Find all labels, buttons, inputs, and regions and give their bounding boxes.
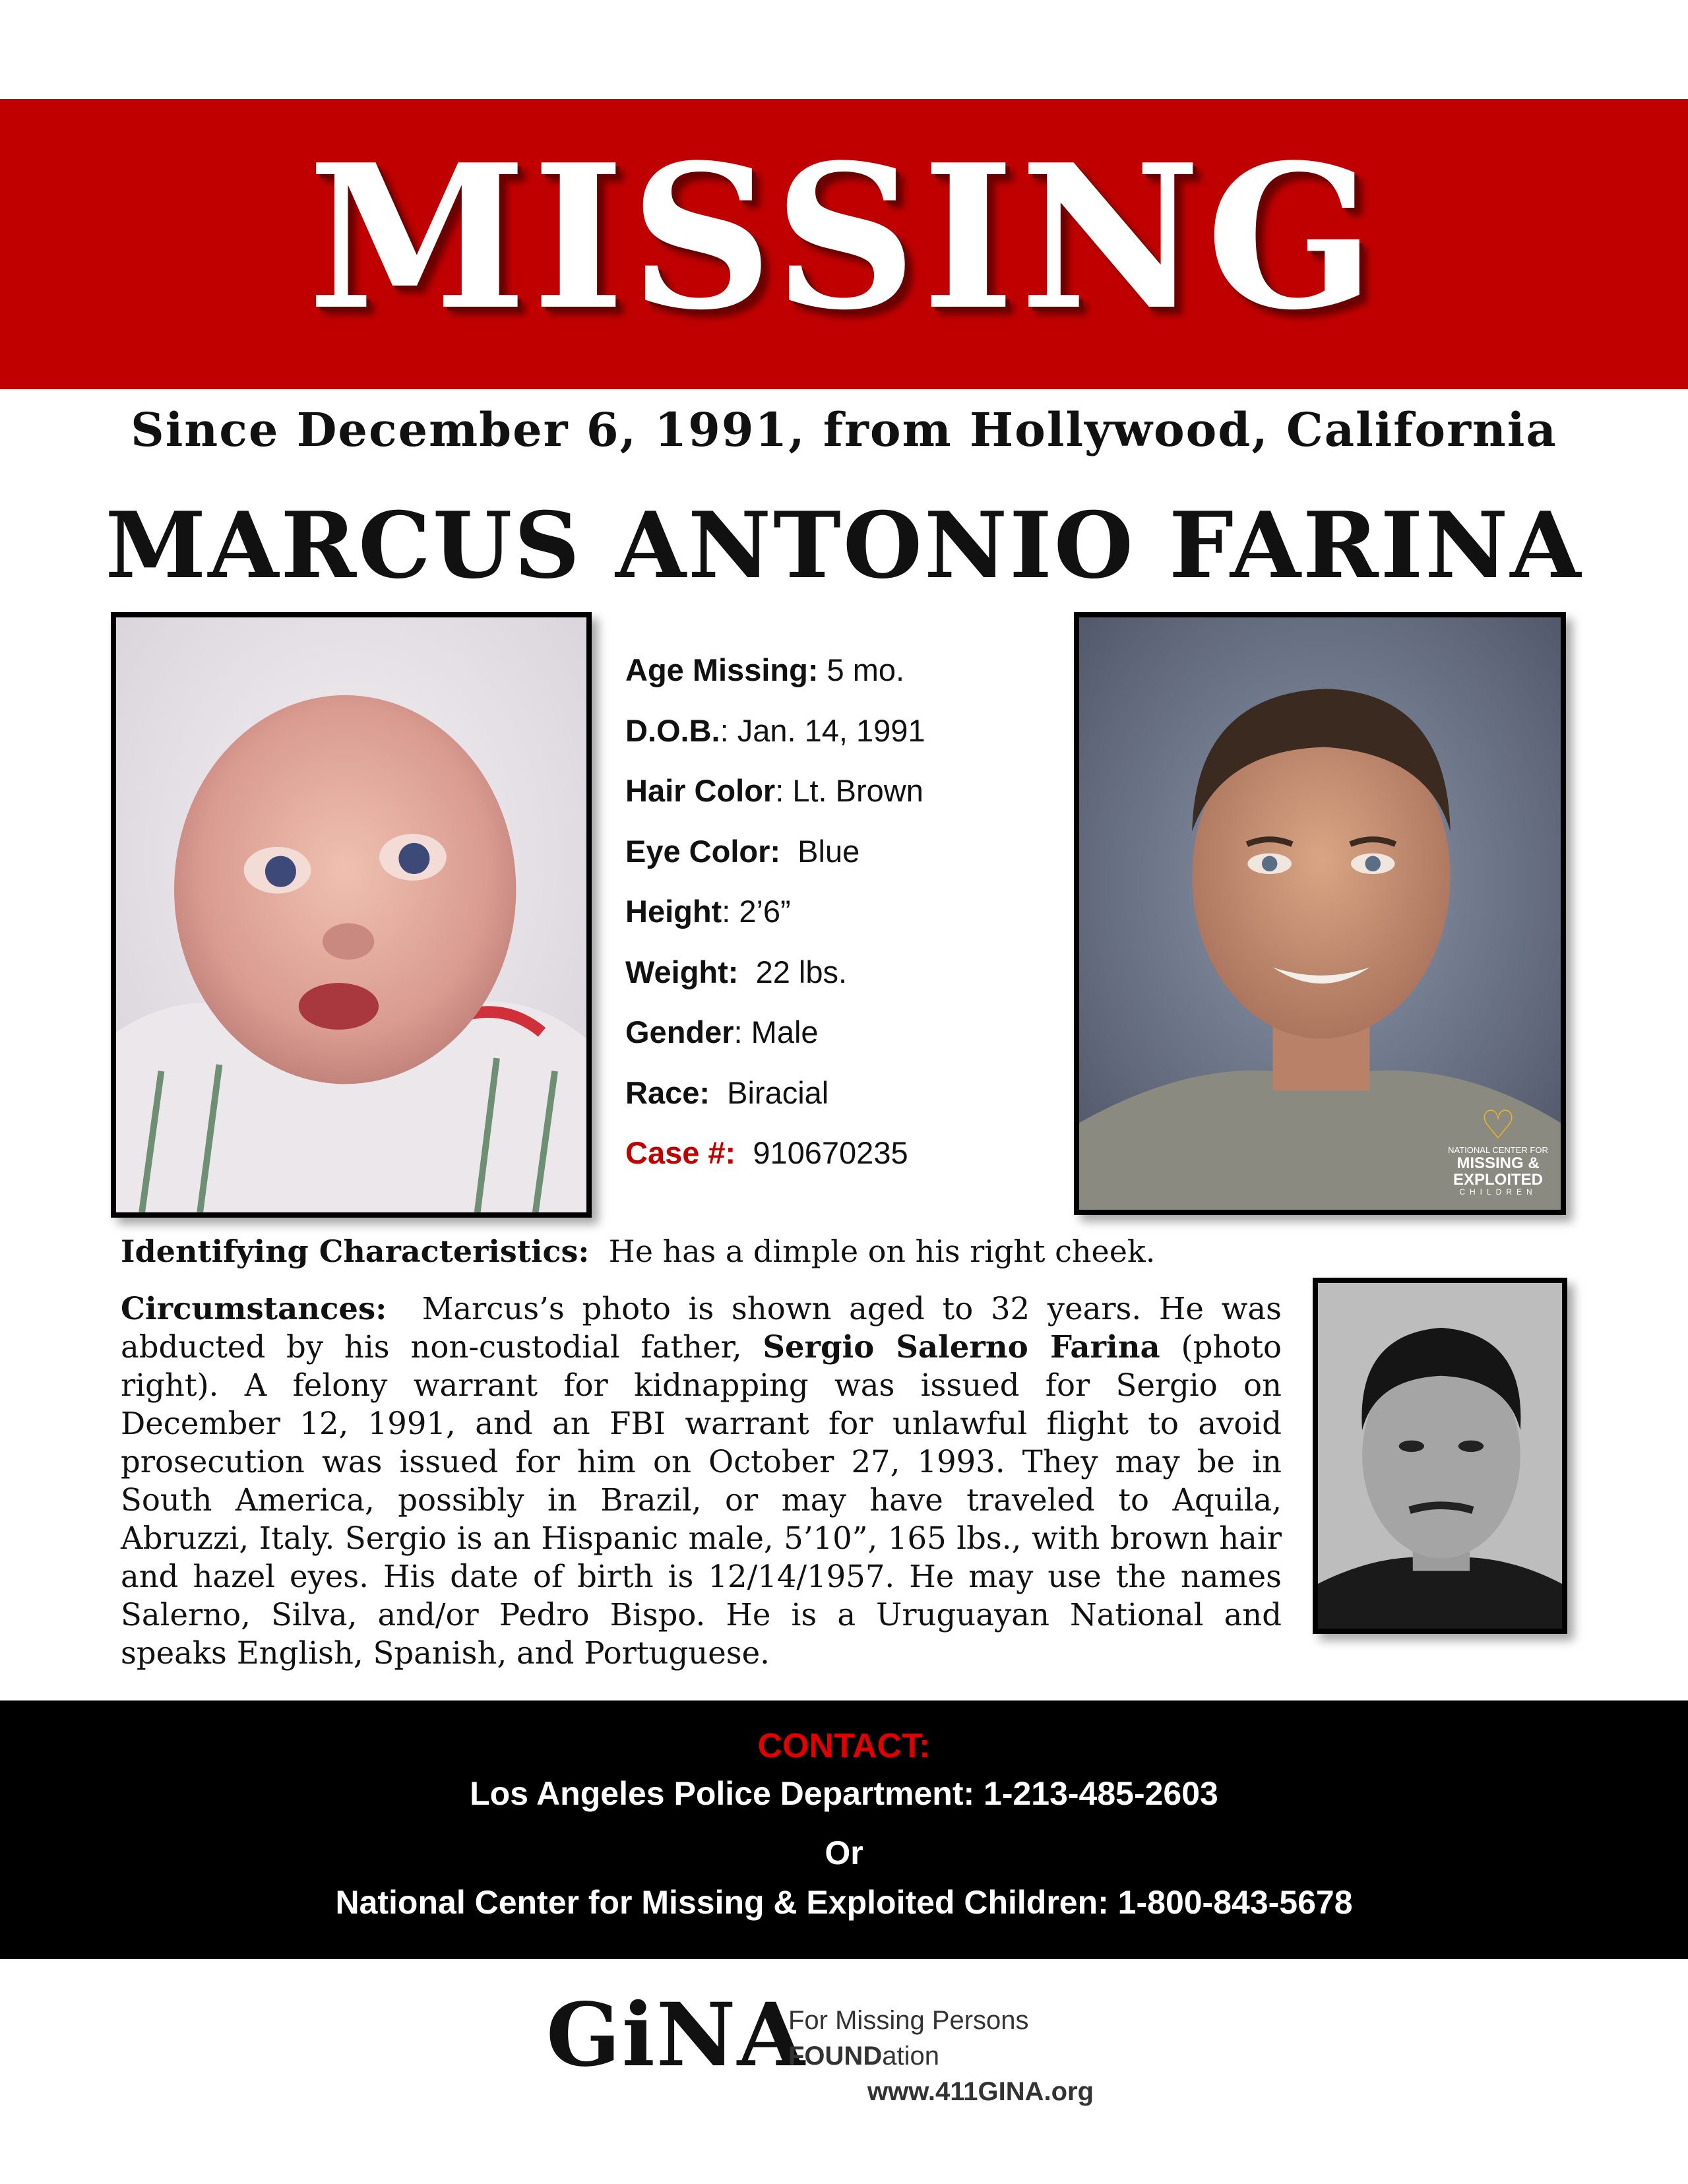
gina-tagline: For Missing Persons FOUNDation www.411GINA.org: [788, 2003, 1179, 2109]
fact-age-missing: Age Missing: 5 mo.: [625, 652, 905, 687]
gina-url: www.411GINA.org: [867, 2077, 1094, 2106]
fact-eye-color: Eye Color: Blue: [625, 833, 860, 869]
fact-race: Race: Biracial: [625, 1075, 829, 1110]
circumstances-paragraph: Circumstances: Marcus’s photo is shown aged to 32 years. He was abducted by his non-custodial father, Sergio Salerno Farina (photo right). A felony warrant for kidnapping was issued for Sergio on December 12, 1991, and an FBI warrant for unlawful flight to avoid prosecution was issued for him on October 27, 1993. They may be in South America, possibly in Brazil, or may have traveled to Aquila, Abruzzi, Italy. Sergio is an Hispanic male, 5’10”, 165 lbs., with brown hair and hazel eyes. His date of birth is 12/14/1957. He may use the names Salerno, Silva, and/or Pedro Bispo. He is a Uruguayan National and speaks English, Spanish, and Portuguese.: [121, 1290, 1282, 1671]
fact-case-number: Case #: 910670235: [625, 1135, 908, 1170]
fact-weight: Weight: 22 lbs.: [625, 954, 848, 989]
contact-ncmec: National Center for Missing & Exploited Children: 1-800-843-5678: [335, 1884, 1353, 1921]
gina-logo-mark: GiNA: [546, 1984, 806, 2086]
contact-lapd: Los Angeles Police Department: 1-213-485-2603: [470, 1775, 1218, 1812]
fact-dob: D.O.B.: Jan. 14, 1991: [625, 712, 925, 748]
ncmec-watermark-logo: ♡ NATIONAL CENTER FOR MISSING & EXPLOITED CHILDREN: [1442, 1104, 1554, 1197]
baby-photo: [111, 612, 592, 1218]
contact-heading: CONTACT:: [757, 1727, 931, 1765]
fact-height: Height: 2’6”: [625, 894, 791, 929]
contact-or: Or: [825, 1834, 863, 1871]
father-photo: [1313, 1278, 1567, 1634]
age-progressed-photo: [1074, 612, 1566, 1215]
fact-gender: Gender: Male: [625, 1014, 819, 1049]
fact-hair-color: Hair Color: Lt. Brown: [625, 773, 923, 808]
facts-list: [625, 640, 1047, 1183]
missing-title: MISSING: [307, 121, 1381, 354]
missing-person-name: MARCUS ANTONIO FARINA: [105, 491, 1583, 599]
identifying-characteristics: Identifying Characteristics: He has a dimple on his right cheek.: [121, 1233, 1156, 1269]
missing-since-line: Since December 6, 1991, from Hollywood, California: [131, 402, 1557, 457]
gina-logo: [546, 1984, 1179, 2106]
ncmec-heart-icon: ♡: [1480, 1103, 1516, 1148]
